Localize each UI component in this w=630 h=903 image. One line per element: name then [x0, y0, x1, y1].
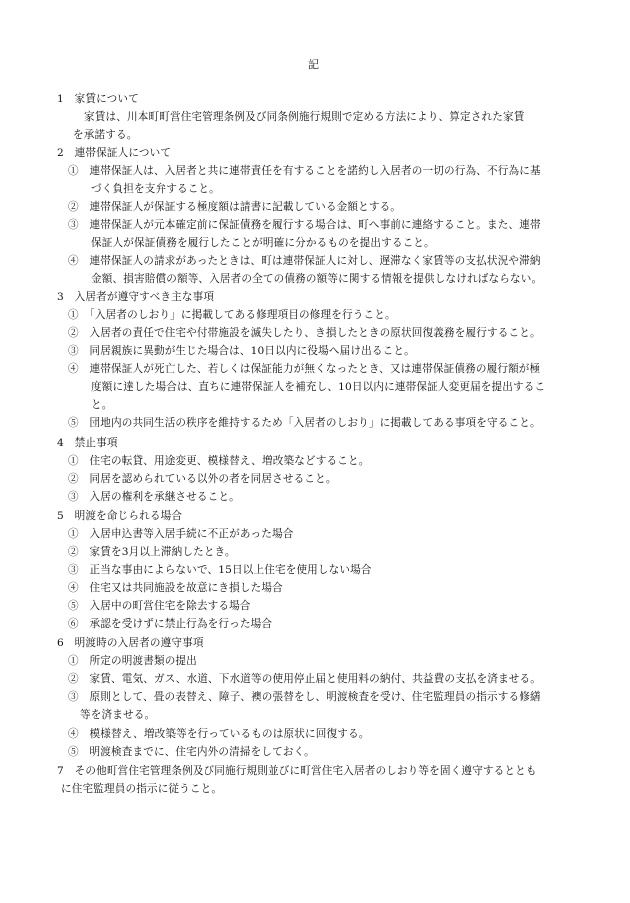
list-item: ⑥ 承認を受けずに禁止行為を行った場合 [68, 618, 273, 630]
list-item: ② 同居を認められている以外の者を同居させること。 [68, 473, 337, 485]
list-item: ④ 連帯保証人が死亡した、若しくは保証能力が無くなったとき、又は連帯保証債務の履行額が極 [68, 363, 541, 375]
list-item: ③ 正当な事由によらないで、15日以上住宅を使用しない場合 [68, 564, 372, 576]
section-heading: 2 連帯保証人について [57, 147, 172, 159]
list-item: ④ 連帯保証人の請求があったときは、町は連帯保証人に対し、遅滞なく家賃等の支払状況や滞納 [68, 255, 541, 267]
list-item: ③ 原則として、畳の表替え、障子、襖の張替をし、明渡検査を受け、住宅監理員の指示する修繕 [68, 691, 541, 703]
list-item: ④ 住宅又は共同施設を故意にき損した場合 [68, 582, 283, 594]
list-item: ② 連帯保証人が保証する極度額は請書に記載している金額とする。 [68, 201, 402, 213]
list-item-continuation: 金額、損害賠償の額等、入居者の全ての債務の額等に関する情報を提供しなければならない。 [91, 273, 543, 285]
list-item-continuation: 等を済ませる。 [80, 709, 156, 721]
list-item: ⑤ 団地内の共同生活の秩序を維持するため「入居者のしおり」に掲載してある事項を守ること。 [68, 417, 541, 429]
list-item: ① 所定の明渡書類の提出 [68, 655, 197, 667]
list-item: ② 家賃、電気、ガス、水道、下水道等の使用停止届と使用料の納付、共益費の支払を済ませる。 [68, 673, 542, 685]
body-line: 家賃は、川本町町営住宅管理条例及び同条例施行規則で定める方法により、算定された家賃 [84, 111, 525, 123]
list-item-continuation: 保証人が保証債務を履行したことが明確に分かるものを提出すること。 [91, 237, 435, 249]
list-item-continuation: と。 [91, 399, 113, 411]
section-heading: 7 その他町営住宅管理条例及び同施行規則並びに町営住宅入居者のしおり等を固く遵守するととも [57, 765, 537, 777]
list-item: ③ 連帯保証人が元本確定前に保証債務を履行する場合は、町へ事前に連絡すること。また、連帯 [68, 219, 541, 231]
list-item: ① 住宅の転貸、用途変更、模様替え、増改築などすること。 [68, 455, 370, 467]
list-item: ⑤ 明渡検査までに、住宅内外の清掃をしておく。 [68, 746, 315, 758]
body-line: を承諾する。 [73, 129, 138, 141]
list-item: ③ 入居の権利を承継させること。 [68, 491, 240, 503]
list-item: ① 連帯保証人は、入居者と共に連帯責任を有することを諾約し入居者の一切の行為、不行為に基 [68, 165, 541, 177]
section-heading: 1 家賃について [57, 93, 139, 105]
list-item: ② 家賃を3月以上滞納したとき。 [68, 546, 236, 558]
section-heading: 6 明渡時の入居者の遵守事項 [57, 637, 204, 649]
section-heading: 5 明渡を命じられる場合 [57, 510, 183, 522]
list-item: ⑤ 入居中の町営住宅を除去する場合 [68, 600, 251, 612]
section-heading: 4 禁止事項 [57, 437, 118, 449]
page-title: 記 [308, 58, 319, 71]
body-line: に住宅監理員の指示に従うこと。 [61, 783, 223, 795]
list-item-continuation: づく負担を支弁すること。 [91, 183, 220, 195]
section-heading: 3 入居者が遵守すべき主な事項 [57, 291, 215, 303]
list-item-continuation: 度額に達した場合は、直ちに連帯保証人を補充し、10日以内に連帯保証人変更届を提出するこ [91, 381, 546, 393]
list-item: ① 「入居者のしおり」に掲載してある修理項目の修理を行うこと。 [68, 309, 396, 321]
list-item: ③ 同居親族に異動が生じた場合は、10日以内に役場へ届け出ること。 [68, 345, 415, 357]
list-item: ① 入居申込書等入居手続に不正があった場合 [68, 528, 294, 540]
list-item: ② 入居者の責任で住宅や付帯施設を滅失したり、き損したときの原状回復義務を履行すること。 [68, 327, 541, 339]
list-item: ④ 模様替え、増改築等を行っているものは原状に回復する。 [68, 728, 370, 740]
